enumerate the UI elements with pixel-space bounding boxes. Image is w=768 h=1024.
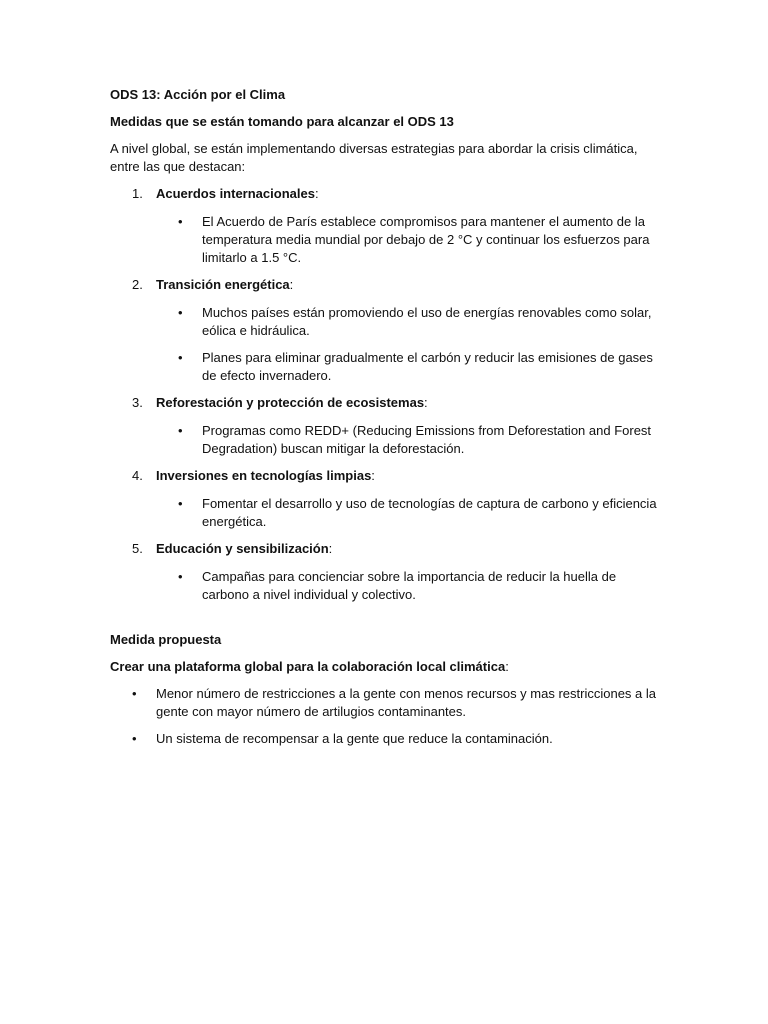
measure-heading-colon: : [289,277,294,292]
proposal-bullet-item [110,730,662,748]
measure-item [110,467,662,531]
measure-heading-colon: : [314,186,319,201]
measure-number: 1. [132,186,143,201]
measure-bullet-item [156,213,662,267]
measure-heading: Transición energética [156,277,290,292]
measure-item [110,540,662,604]
measure-bullet-item [156,422,662,458]
measure-number: 3. [132,395,143,410]
section-spacer [110,613,662,631]
measure-bullet-item [156,568,662,604]
section-subtitle: Medidas que se están tomando para alcanzar el ODS 13 [110,114,454,129]
document-page [110,86,662,757]
measure-bullet-text: Muchos países están promoviendo el uso de energías renovables como solar, eólica e hidráulica. [202,305,652,338]
measure-bullet-text: El Acuerdo de París establece compromisos para mantener el aumento de la temperatura media mundial por debajo de 2 °C y continuar los esfuerzos para limitarlo a 1.5 °C. [202,214,650,265]
measure-heading: Acuerdos internacionales [156,186,315,201]
bullet-icon: • [132,686,137,701]
measure-bullet-text: Fomentar el desarrollo y uso de tecnologías de captura de carbono y eficiencia energética. [202,496,657,529]
measure-item [110,185,662,267]
measures-list [110,185,662,604]
proposal-subheading-text: Crear una plataforma global para la colaboración local climática [110,659,506,674]
measure-bullet-list [156,304,662,385]
bullet-icon: • [178,214,183,229]
bullet-icon: • [132,731,137,746]
bullet-icon: • [178,423,183,438]
proposal-subheading-colon: : [505,659,509,674]
measure-number: 4. [132,468,143,483]
document-title: ODS 13: Acción por el Clima [110,87,286,102]
measure-heading-colon: : [371,468,375,483]
proposal-heading: Medida propuesta [110,632,222,647]
proposal-bullet-text: Un sistema de recompensar a la gente que reduce la contaminación. [156,731,553,746]
intro-paragraph: A nivel global, se están implementando diversas estrategias para abordar la crisis climática, entre las que destacan: [110,141,638,174]
measure-bullet-text: Planes para eliminar gradualmente el carbón y reducir las emisiones de gases de efecto invernadero. [202,350,653,383]
measure-bullet-list [156,495,662,531]
measure-heading-colon: : [328,541,333,556]
measure-heading: Reforestación y protección de ecosistemas [156,395,425,410]
measure-bullet-item [156,304,662,340]
measure-bullet-item [156,349,662,385]
measure-bullet-item [156,495,662,531]
bullet-icon: • [178,496,183,511]
bullet-icon: • [178,569,183,584]
measure-heading: Educación y sensibilización [156,541,329,556]
proposal-subheading [110,658,662,676]
proposal-list [110,685,662,748]
measure-number: 2. [132,277,143,292]
measure-heading-colon: : [424,395,428,410]
measure-bullet-list [156,568,662,604]
measure-item [110,394,662,458]
measure-heading: Inversiones en tecnologías limpias [156,468,372,483]
proposal-bullet-item [110,685,662,721]
bullet-icon: • [178,305,183,320]
proposal-bullet-text: Menor número de restricciones a la gente con menos recursos y mas restricciones a la gente con mayor número de artilugios contaminantes. [156,686,656,719]
measure-bullet-list [156,422,662,458]
measure-bullet-text: Campañas para concienciar sobre la importancia de reducir la huella de carbono a nivel individual y colectivo. [202,569,617,602]
measure-item [110,276,662,385]
measure-number: 5. [132,541,143,556]
bullet-icon: • [178,350,183,365]
measure-bullet-text: Programas como REDD+ (Reducing Emissions from Deforestation and Forest Degradation) buscan mitigar la deforestación. [202,423,652,456]
measure-bullet-list [156,213,662,267]
